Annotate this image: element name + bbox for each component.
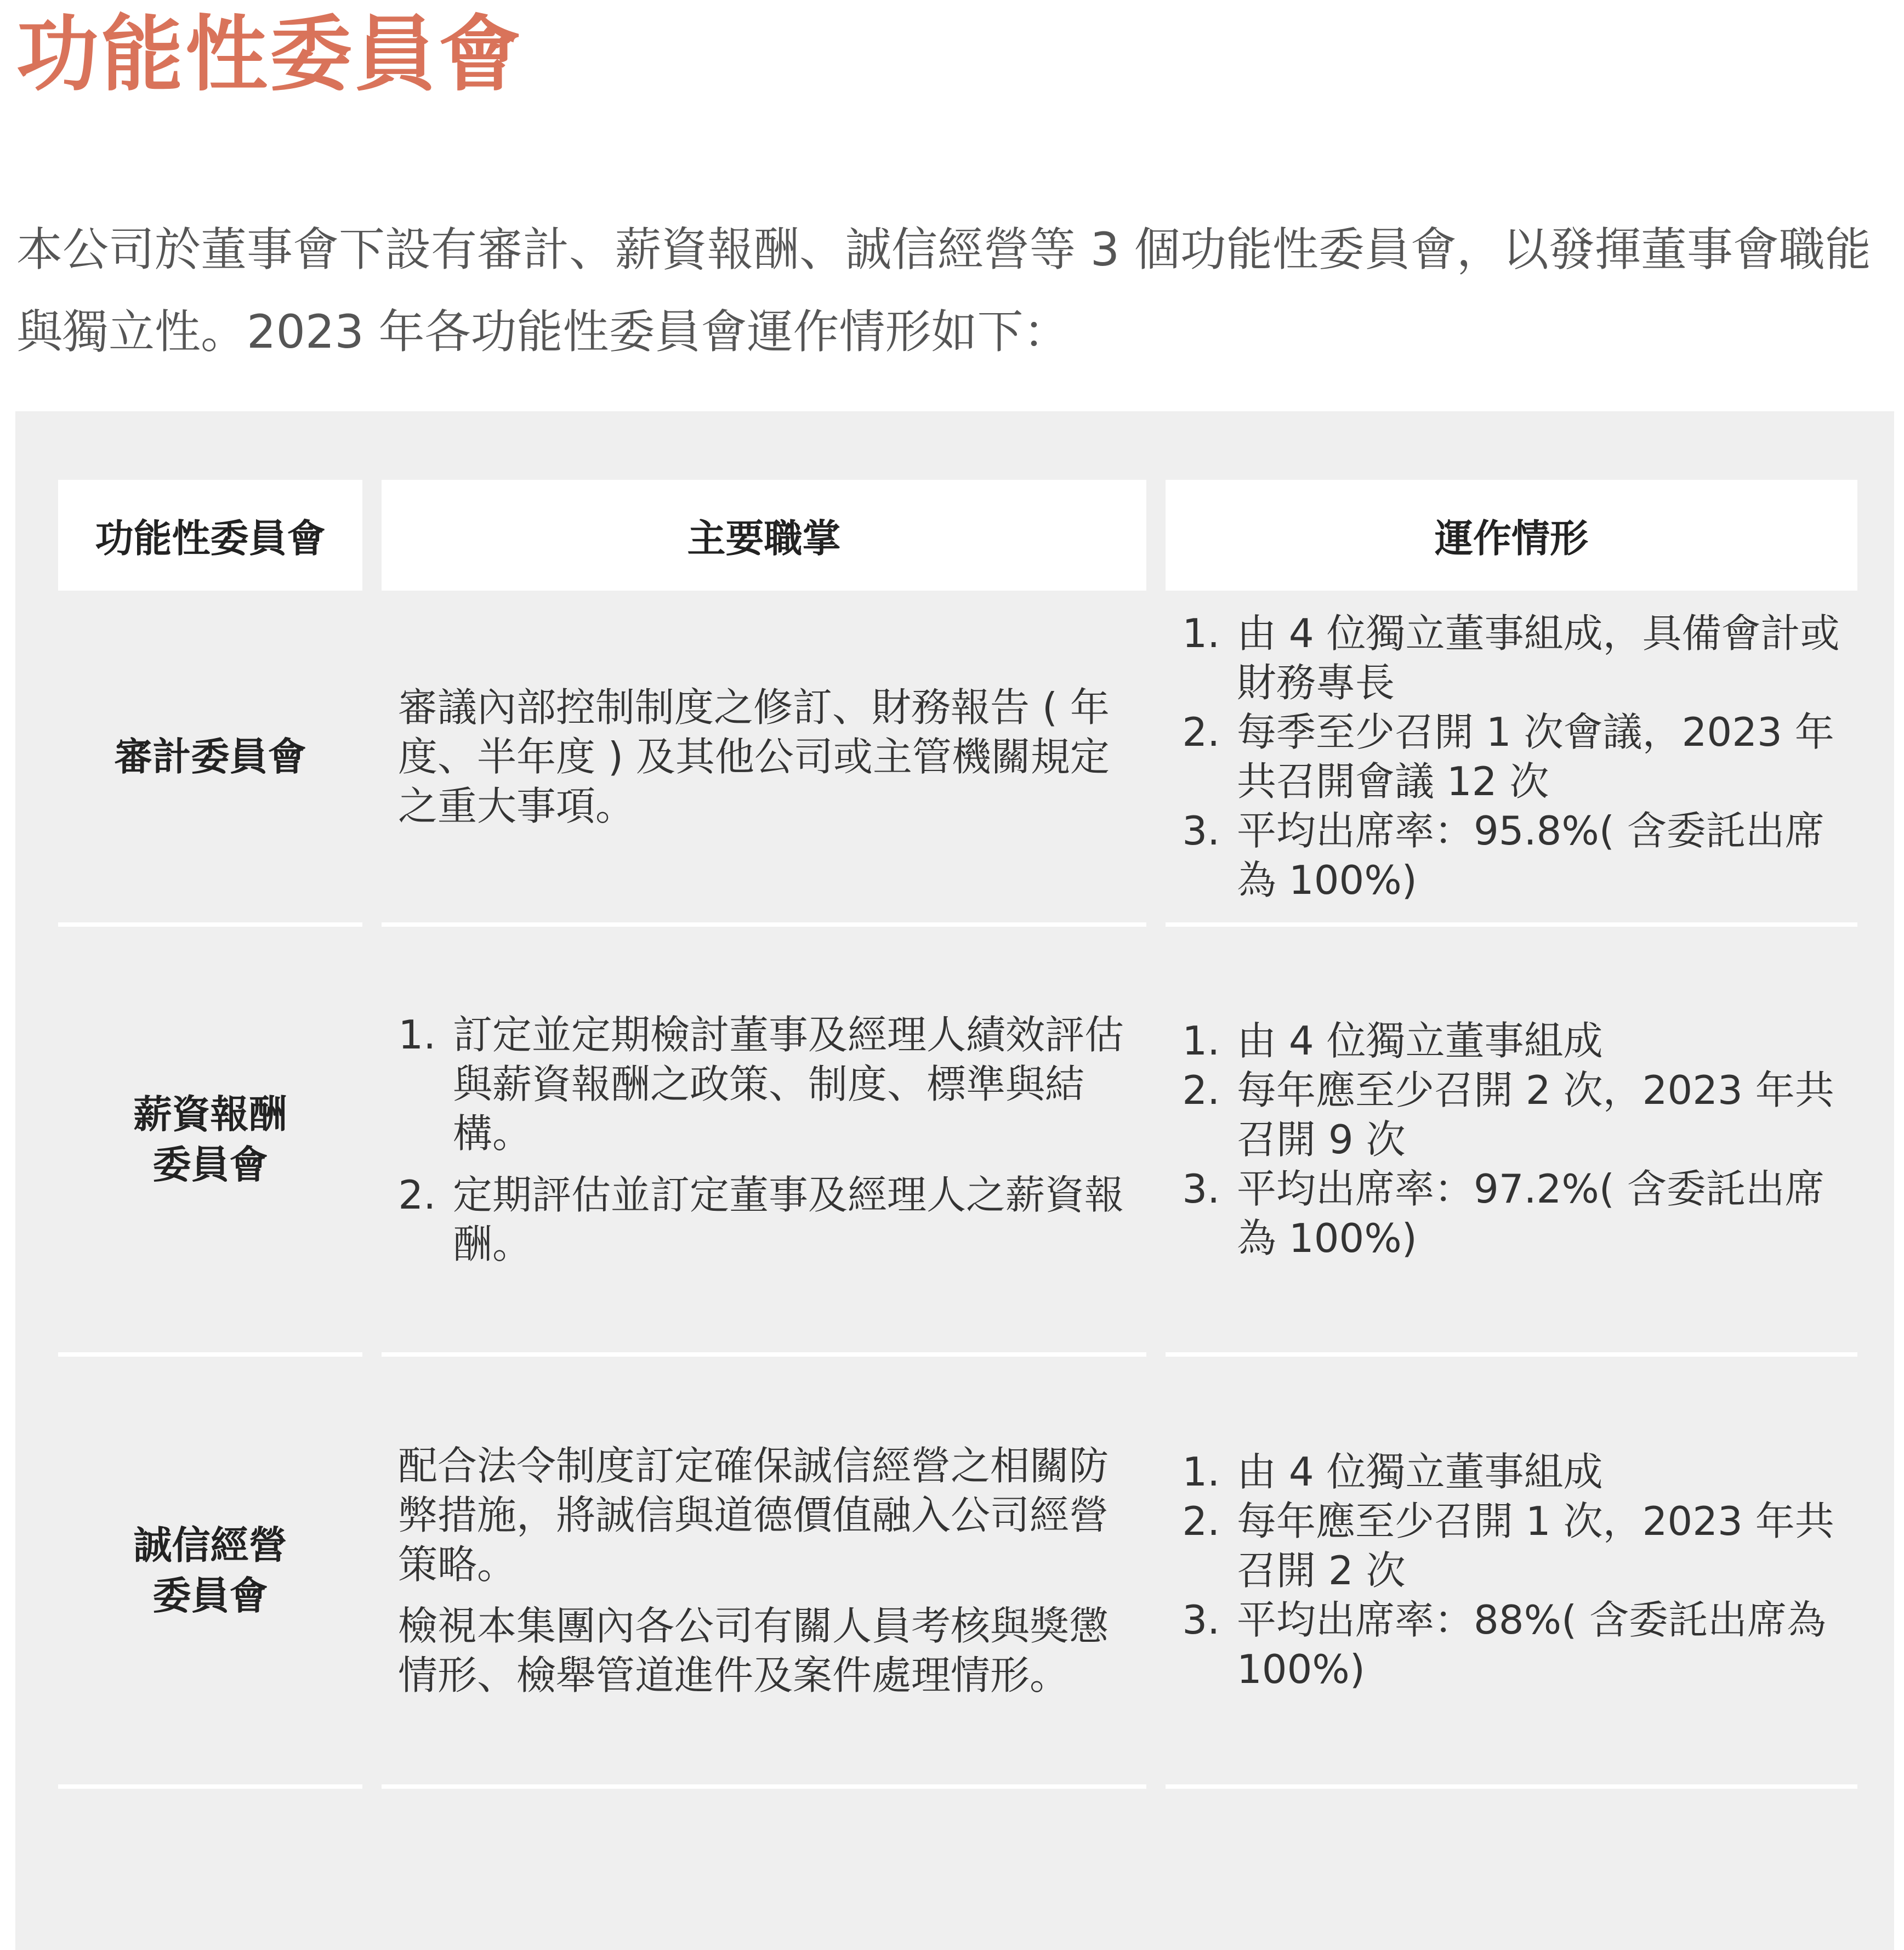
- list-item: 3. 平均出席率：88%( 含委託出席為 100%): [1232, 1595, 1846, 1694]
- row-audit-name: [58, 591, 362, 922]
- duty-text: 審議內部控制制度之修訂、財務報告 ( 年度、半年度 ) 及其他公司或主管機關規定之重大事項。: [398, 684, 1110, 829]
- list-item: 2. 每年應至少召開 2 次，2023 年共召開 9 次: [1232, 1065, 1846, 1164]
- committee-name-line: 委員會: [152, 1142, 268, 1187]
- row-ethics-name: [58, 1357, 362, 1784]
- row-audit-operations: [1166, 591, 1857, 922]
- header-operations: 運作情形: [1166, 480, 1857, 591]
- page-title: 功能性委員會: [16, 7, 524, 103]
- row-divider: [58, 922, 362, 927]
- duty-text: 檢視本集團內各公司有關人員考核與獎懲情形、檢舉管道進件及案件處理情形。: [398, 1603, 1109, 1698]
- intro-paragraph: 本公司於董事會下設有審計、薪資報酬、誠信經營等 3 個功能性委員會，以發揮董事會職能與獨立性。2023 年各功能性委員會運作情形如下：: [16, 223, 1871, 359]
- list-item: 3. 平均出席率：97.2%( 含委託出席為 100%): [1232, 1164, 1846, 1263]
- duty-text: 配合法令制度訂定確保誠信經營之相關防弊措施，將誠信與道德價值融入公司經營策略。: [398, 1443, 1109, 1588]
- row-ethics-operations: [1166, 1357, 1857, 1784]
- list-item: 2. 每季至少召開 1 次會議，2023 年共召開會議 12 次: [1232, 707, 1846, 806]
- duties-list: [398, 1010, 1135, 1269]
- committee-name-line: 薪資報酬: [133, 1092, 287, 1137]
- row-compensation-duties: [382, 927, 1146, 1352]
- operations-list: [1182, 609, 1846, 905]
- row-audit-duties: [382, 591, 1146, 922]
- header-duties: 主要職掌: [382, 480, 1146, 591]
- committee-name-line: 誠信經營: [133, 1523, 287, 1568]
- row-divider: [382, 922, 1146, 927]
- row-divider: [382, 1352, 1146, 1357]
- list-item: 2. 定期評估並訂定董事及經理人之薪資報酬。: [448, 1170, 1135, 1269]
- row-divider: [382, 1784, 1146, 1789]
- row-ethics-duties: [382, 1357, 1146, 1784]
- list-item: 2. 每年應至少召開 1 次，2023 年共召開 2 次: [1232, 1496, 1846, 1595]
- list-item: 3. 平均出席率：95.8%( 含委託出席為 100%): [1232, 806, 1846, 905]
- operations-list: [1182, 1016, 1846, 1263]
- row-divider: [58, 1784, 362, 1789]
- row-divider: [1166, 1352, 1857, 1357]
- row-divider: [1166, 922, 1857, 927]
- row-divider: [1166, 1784, 1857, 1789]
- list-item: 1. 訂定並定期檢討董事及經理人績效評估與薪資報酬之政策、制度、標準與結構。: [448, 1010, 1135, 1158]
- operations-list: [1182, 1447, 1846, 1694]
- row-compensation-operations: [1166, 927, 1857, 1352]
- row-compensation-name: [58, 927, 362, 1352]
- committee-table: [15, 411, 1894, 1950]
- row-divider: [58, 1352, 362, 1357]
- committee-name-line: 委員會: [152, 1573, 268, 1618]
- committee-name-line: 審計委員會: [114, 734, 306, 779]
- list-item: 1. 由 4 位獨立董事組成: [1232, 1447, 1846, 1496]
- header-committee: 功能性委員會: [58, 480, 362, 591]
- list-item: 1. 由 4 位獨立董事組成，具備會計或財務專長: [1232, 609, 1846, 707]
- list-item: 1. 由 4 位獨立董事組成: [1232, 1016, 1846, 1065]
